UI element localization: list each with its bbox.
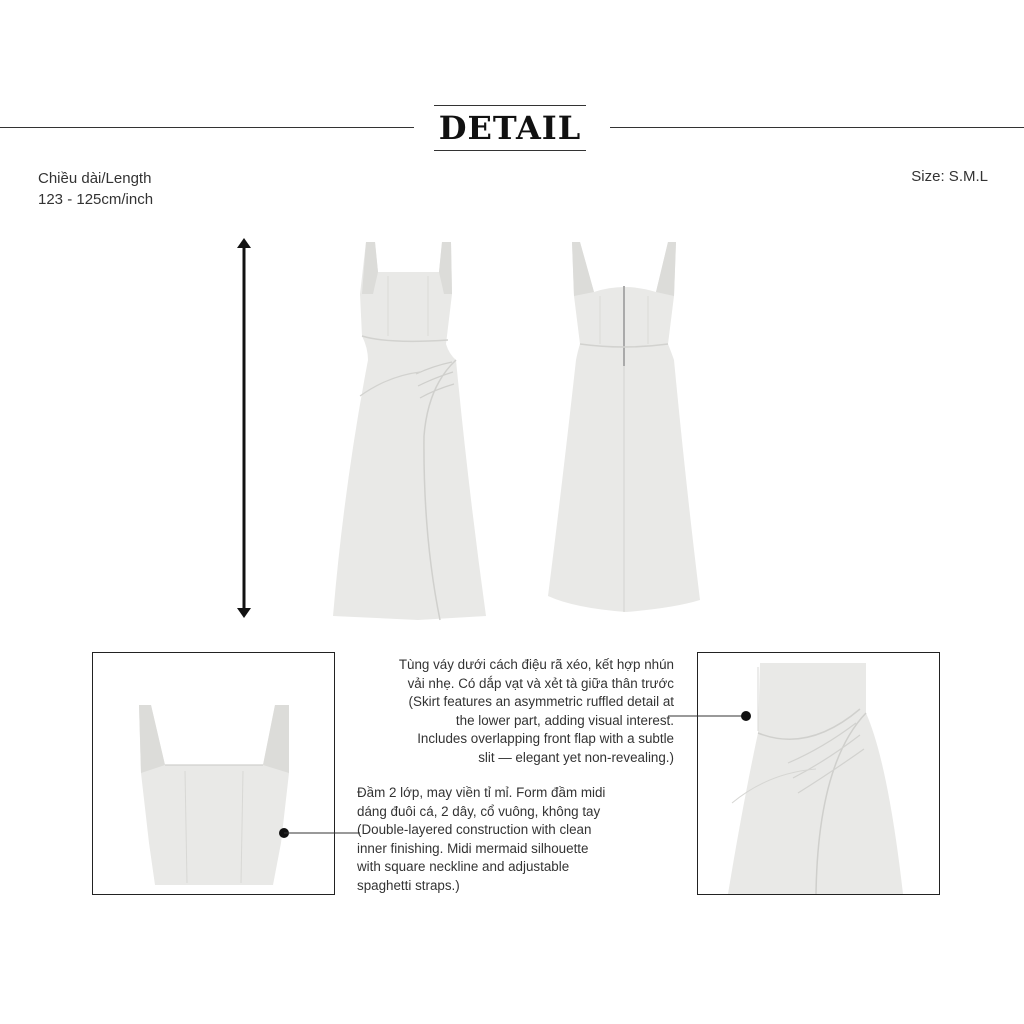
- bodice-detail-box: [92, 652, 335, 895]
- construction-note-line: Đầm 2 lớp, may viền tỉ mỉ. Form đầm midi: [357, 785, 606, 800]
- page-title: DETAIL: [438, 109, 582, 147]
- construction-note-line: with square neckline and adjustable: [357, 859, 570, 875]
- construction-note: [357, 784, 677, 896]
- skirt-note-line: Tùng váy dưới cách điệu rã xéo, kết hợp nhún: [398, 657, 674, 672]
- skirt-note: [340, 656, 674, 768]
- skirt-note-line: (Skirt features an asymmetric ruffled detail at: [408, 694, 674, 710]
- skirt-note-line: vải nhẹ. Có dắp vạt và xẻt tà giữa thân trước: [407, 675, 674, 691]
- bodice-callout-line: [276, 825, 366, 841]
- header-rule-right: [610, 127, 1024, 128]
- title-box: [434, 105, 586, 151]
- skirt-detail-box: [697, 652, 940, 895]
- skirt-detail-image: [698, 653, 939, 894]
- dress-front-image: [328, 236, 492, 622]
- length-arrow-icon: [232, 236, 256, 620]
- construction-note-line: spaghetti straps.): [357, 877, 460, 893]
- skirt-note-line: the lower part, adding visual interest.: [455, 712, 674, 728]
- length-info: [38, 168, 153, 210]
- construction-note-line: (Double-layered construction with clean: [357, 822, 592, 838]
- construction-note-line: inner finishing. Midi mermaid silhouette: [357, 840, 589, 856]
- skirt-note-line: slit — elegant yet non-revealing.): [478, 749, 674, 765]
- length-value: 123 - 125cm/inch: [38, 191, 154, 208]
- header-rule-left: [0, 127, 414, 128]
- size-info: Size: S.M.L: [911, 168, 988, 185]
- length-label: Chiều dài/Length: [38, 170, 152, 187]
- dress-back-image: [544, 236, 708, 622]
- skirt-callout-line: [668, 708, 758, 724]
- skirt-note-line: Includes overlapping front flap with a subtle: [417, 731, 674, 747]
- bodice-detail-image: [93, 653, 334, 894]
- construction-note-line: dáng đuôi cá, 2 dây, cổ vuông, không tay: [357, 803, 601, 819]
